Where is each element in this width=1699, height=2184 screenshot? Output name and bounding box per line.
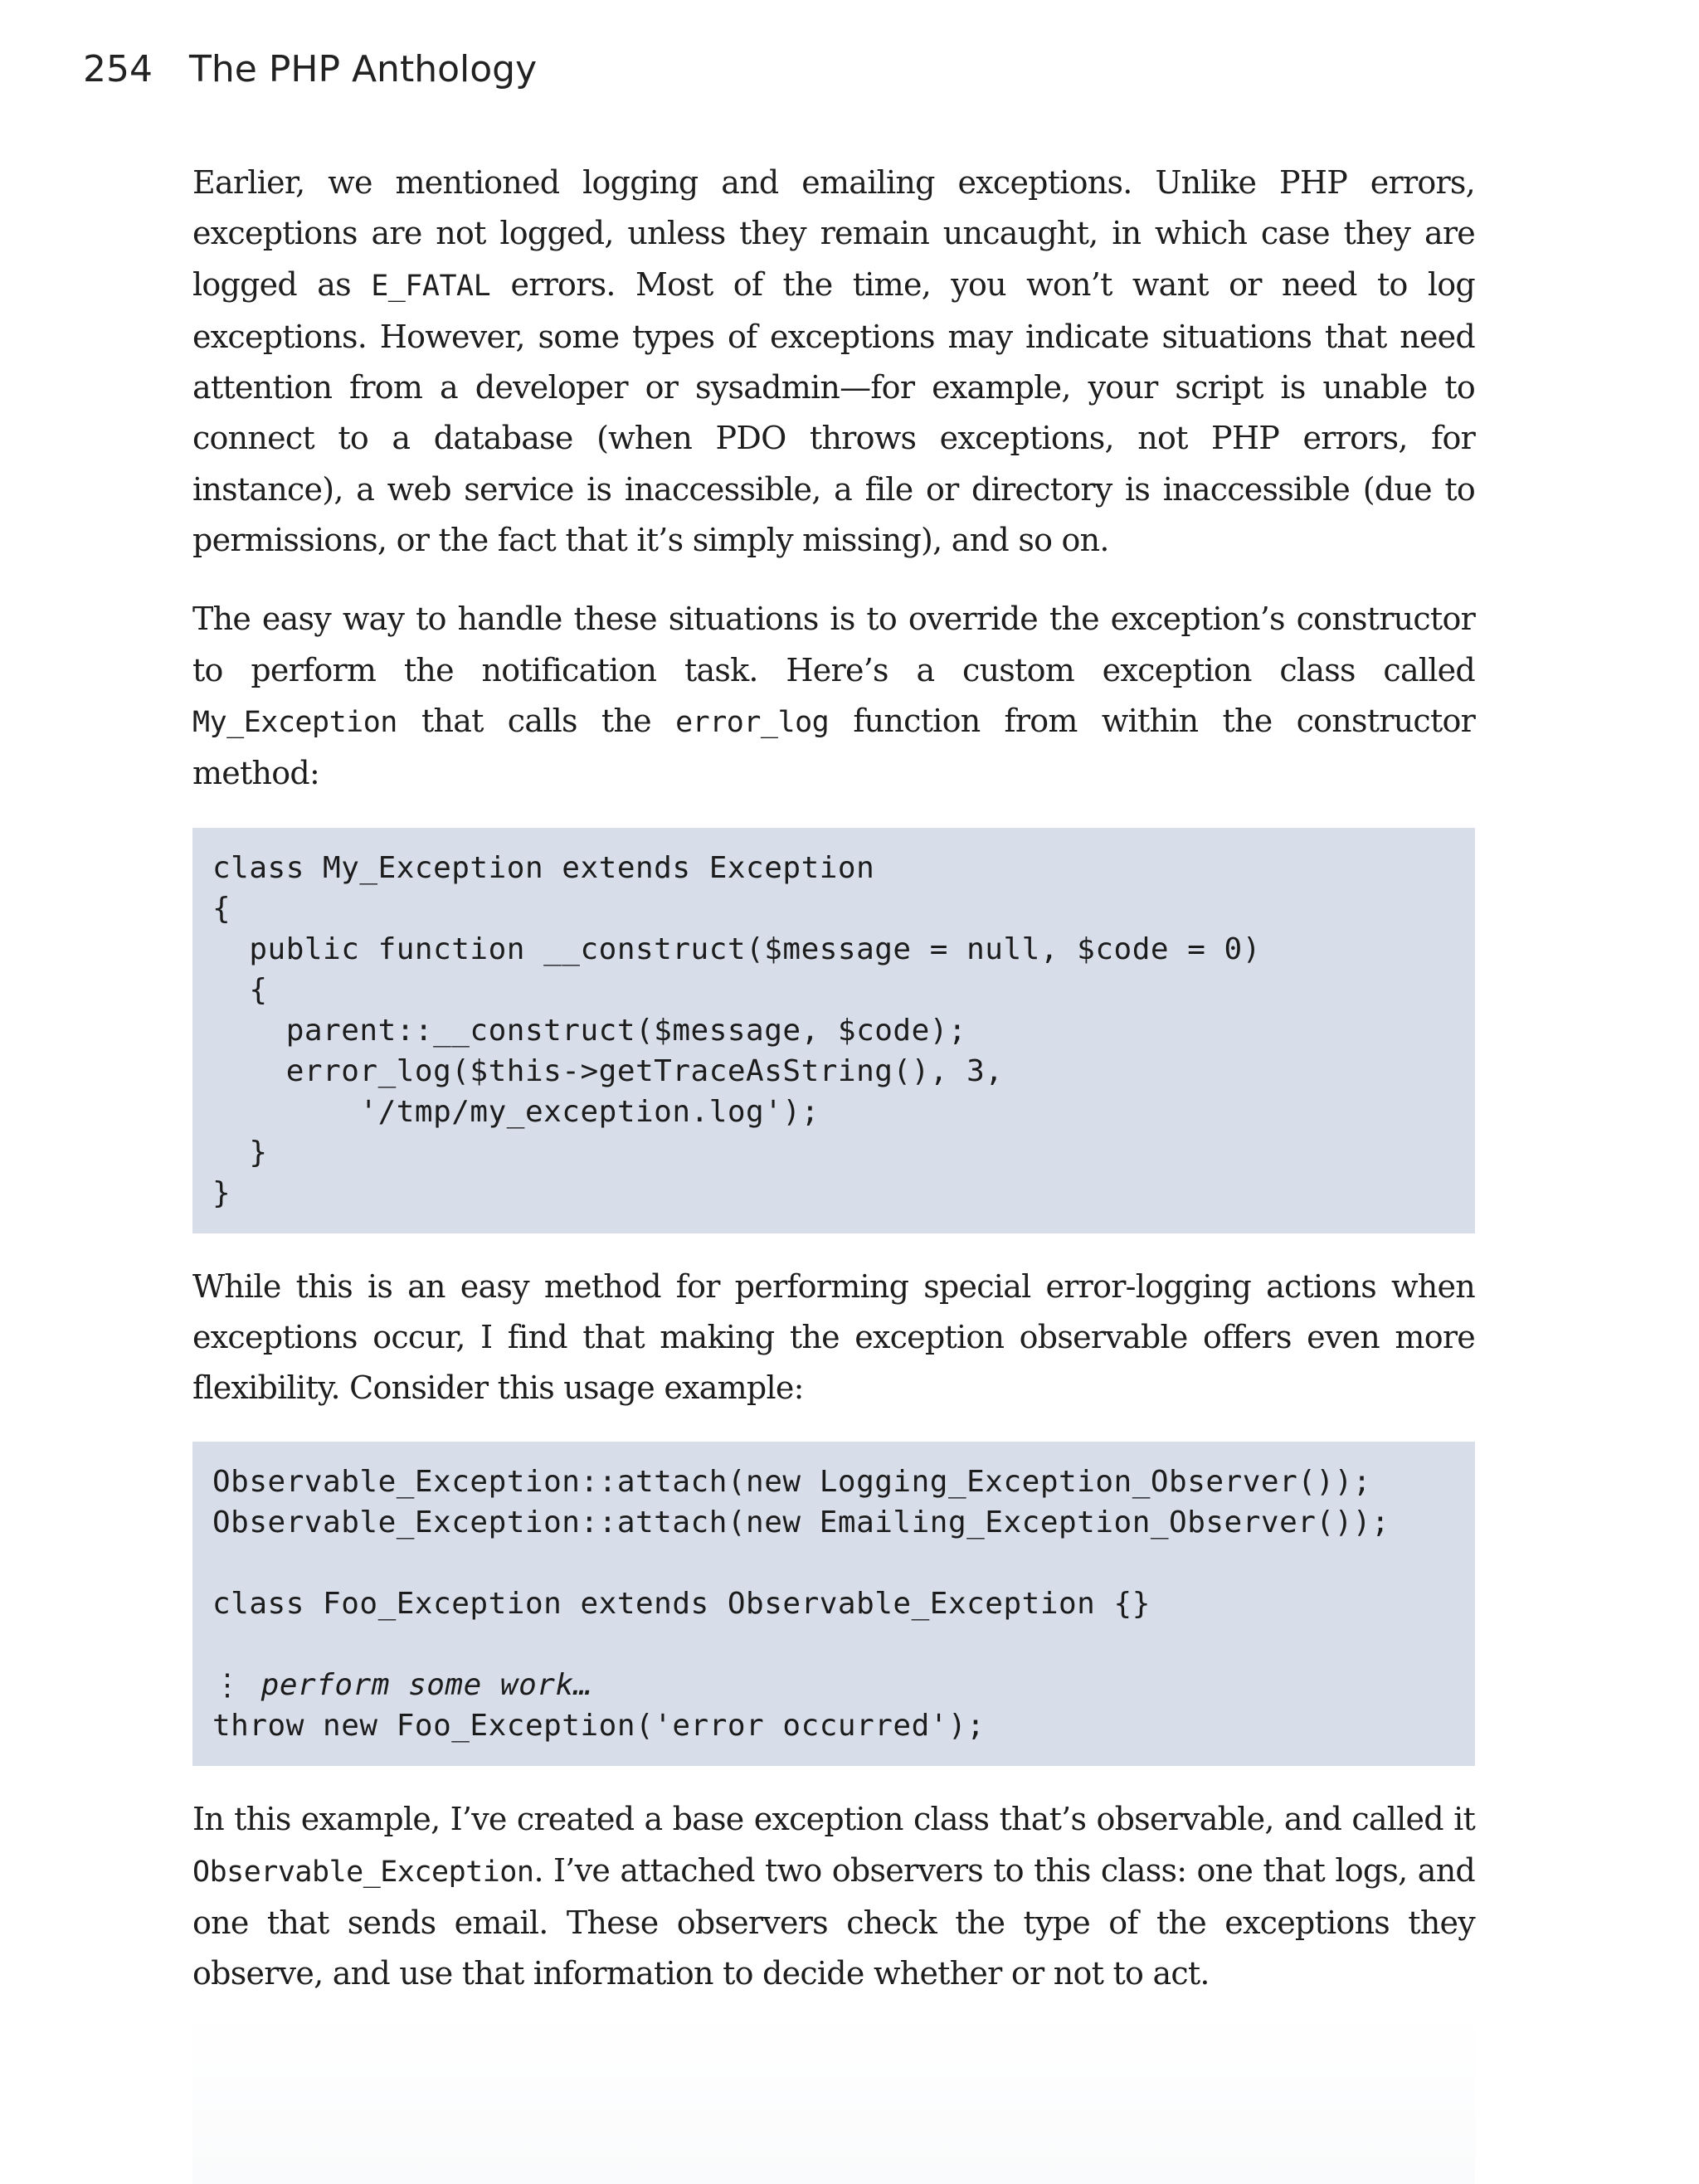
text-run: . I’ve attached two observers to this class: one that logs, and one that sends email. These observers check the type of the exceptions they observe, and use that information to decide whether or not to act. bbox=[192, 1851, 1475, 1992]
vertical-ellipsis-icon: ⋮ bbox=[212, 1668, 243, 1703]
code-line: Observable_Exception::attach(new Emailing_Exception_Observer()); bbox=[212, 1505, 1390, 1540]
code-block-my-exception bbox=[192, 828, 1475, 1233]
code-line: '/tmp/my_exception.log'); bbox=[212, 1094, 820, 1129]
inline-code-observable-exception: Observable_Exception bbox=[192, 1855, 534, 1889]
text-run: Earlier, we mentioned logging and emailing exceptions. Unlike PHP errors, exceptions are not logged, unless they remain uncaught, in which case they are logged as bbox=[192, 164, 1475, 303]
book-title: The PHP Anthology bbox=[189, 48, 538, 90]
page-content bbox=[192, 158, 1475, 2028]
inline-code-my-exception: My_Exception bbox=[192, 705, 397, 739]
code-line: public function __construct($message = null, $code = 0) bbox=[212, 931, 1261, 966]
code-line: throw new Foo_Exception('error occurred'); bbox=[212, 1709, 986, 1744]
code-line: { bbox=[212, 891, 231, 926]
code-block-usage-example bbox=[192, 1442, 1475, 1766]
text-run: In this example, I’ve created a base exception class that’s observable, and called it bbox=[192, 1801, 1475, 1838]
paragraph-override-constructor bbox=[192, 594, 1475, 799]
code-line: } bbox=[212, 1175, 231, 1210]
code-line: error_log($this->getTraceAsString(), 3, bbox=[212, 1053, 1004, 1088]
code-line: Observable_Exception::attach(new Logging_Exception_Observer()); bbox=[212, 1465, 1371, 1500]
text-run: While this is an easy method for performing special error-logging actions when exceptions occur, I find that making the exception observable offers even more flexibility. Consider this usage example: bbox=[192, 1267, 1475, 1407]
code-line: parent::__construct($message, $code); bbox=[212, 1013, 967, 1048]
code-line: } bbox=[212, 1135, 268, 1170]
text-run: that calls the bbox=[397, 702, 676, 739]
page-number: 254 bbox=[83, 48, 153, 90]
paragraph-observable-exception bbox=[192, 1262, 1475, 1414]
code-line: class Foo_Exception extends Observable_Exception {} bbox=[212, 1587, 1151, 1622]
code-line bbox=[212, 1624, 1455, 1665]
text-run: function from within the constructor method: bbox=[192, 702, 1476, 792]
text-run: The easy way to handle these situations is to override the exception’s constructor to perform the notification task. Here’s a custom exception class called bbox=[192, 601, 1475, 688]
code-comment: perform some work… bbox=[242, 1668, 592, 1703]
page-bottom-shade bbox=[192, 2007, 1475, 2184]
code-line bbox=[212, 1543, 1455, 1583]
code-line: { bbox=[212, 972, 268, 1007]
text-run: errors. Most of the time, you won’t want or need to log exceptions. However, some types of exceptions may indicate situations that need attention from a developer or sysadmin—for example, your script is unable to connect to a database (when PDO throws exceptions, not PHP errors, for instance), a web service is inaccessible, a file or directory is inaccessible (due to permissions, or the fact that it’s simply missing), and so on. bbox=[192, 265, 1475, 559]
code-line: class My_Exception extends Exception bbox=[212, 850, 875, 885]
running-header bbox=[83, 48, 537, 90]
inline-code-e-fatal: E_FATAL bbox=[371, 269, 491, 303]
inline-code-error-log: error_log bbox=[675, 705, 830, 739]
code-comment-line bbox=[212, 1665, 1455, 1705]
paragraph-logging-exceptions bbox=[192, 158, 1475, 566]
paragraph-example-explanation bbox=[192, 1794, 1475, 1999]
